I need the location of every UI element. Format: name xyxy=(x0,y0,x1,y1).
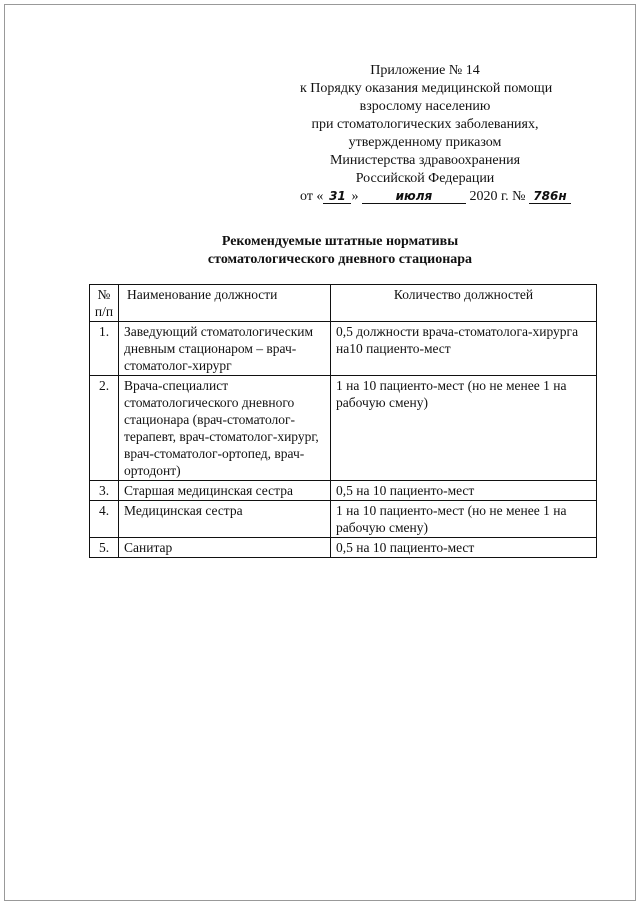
table-row xyxy=(90,322,597,376)
header-position: Наименование должности xyxy=(119,285,331,322)
row-num: 3. xyxy=(90,481,119,501)
row-quantity: 0,5 должности врача-стоматолога-хирурга на10 пациенто-мест xyxy=(331,322,597,376)
table-row xyxy=(90,481,597,501)
row-position: Санитар xyxy=(119,538,331,558)
title-line-1: Рекомендуемые штатные нормативы xyxy=(221,234,459,249)
date-prefix: от « xyxy=(300,189,324,204)
row-position: Медицинская сестра xyxy=(119,501,331,538)
row-quantity: 0,5 на 10 пациенто-мест xyxy=(331,481,597,501)
appendix-number: Приложение № 14 xyxy=(370,63,480,78)
row-position: Заведующий стоматологическим дневным стационаром – врач-стоматолог-хирург xyxy=(119,322,331,376)
table-header-row xyxy=(90,285,597,322)
date-mid: » xyxy=(351,189,359,204)
table-row xyxy=(90,501,597,538)
appendix-line: Российской Федерации xyxy=(355,171,495,186)
title-line-2: стоматологического дневного стационара xyxy=(207,252,473,267)
appendix-line: утвержденному приказом xyxy=(348,135,502,150)
header-num: № п/п xyxy=(90,285,119,322)
appendix-line: при стоматологических заболеваниях, xyxy=(311,117,539,132)
row-num: 2. xyxy=(90,376,119,481)
table-row xyxy=(90,376,597,481)
row-quantity: 1 на 10 пациенто-мест (но не менее 1 на рабочую смену) xyxy=(331,376,597,481)
appendix-line: Министерства здравоохранения xyxy=(329,153,521,168)
staffing-table xyxy=(89,284,597,558)
row-position: Врача-специалист стоматологического дневного стационара (врач-стоматолог-терапевт, врач-стоматолог-хирург, врач-стоматолог-ортопед, врач-ортодонт) xyxy=(119,376,331,481)
row-quantity: 1 на 10 пациенто-мест (но не менее 1 на рабочую смену) xyxy=(331,501,597,538)
row-num: 4. xyxy=(90,501,119,538)
handwritten-day: 31 xyxy=(323,189,351,204)
date-year: 2020 г. № xyxy=(469,189,526,204)
header-quantity: Количество должностей xyxy=(331,285,597,322)
row-quantity: 0,5 на 10 пациенто-мест xyxy=(331,538,597,558)
row-num: 1. xyxy=(90,322,119,376)
order-date-line xyxy=(300,188,567,206)
handwritten-order-number: 786н xyxy=(529,189,571,204)
appendix-line: взрослому населению xyxy=(359,99,491,114)
document-title xyxy=(90,233,590,269)
table-row xyxy=(90,538,597,558)
appendix-header xyxy=(300,62,567,206)
row-num: 5. xyxy=(90,538,119,558)
appendix-line: к Порядку оказания медицинской помощи xyxy=(300,81,553,96)
handwritten-month: июля xyxy=(362,189,466,204)
row-position: Старшая медицинская сестра xyxy=(119,481,331,501)
